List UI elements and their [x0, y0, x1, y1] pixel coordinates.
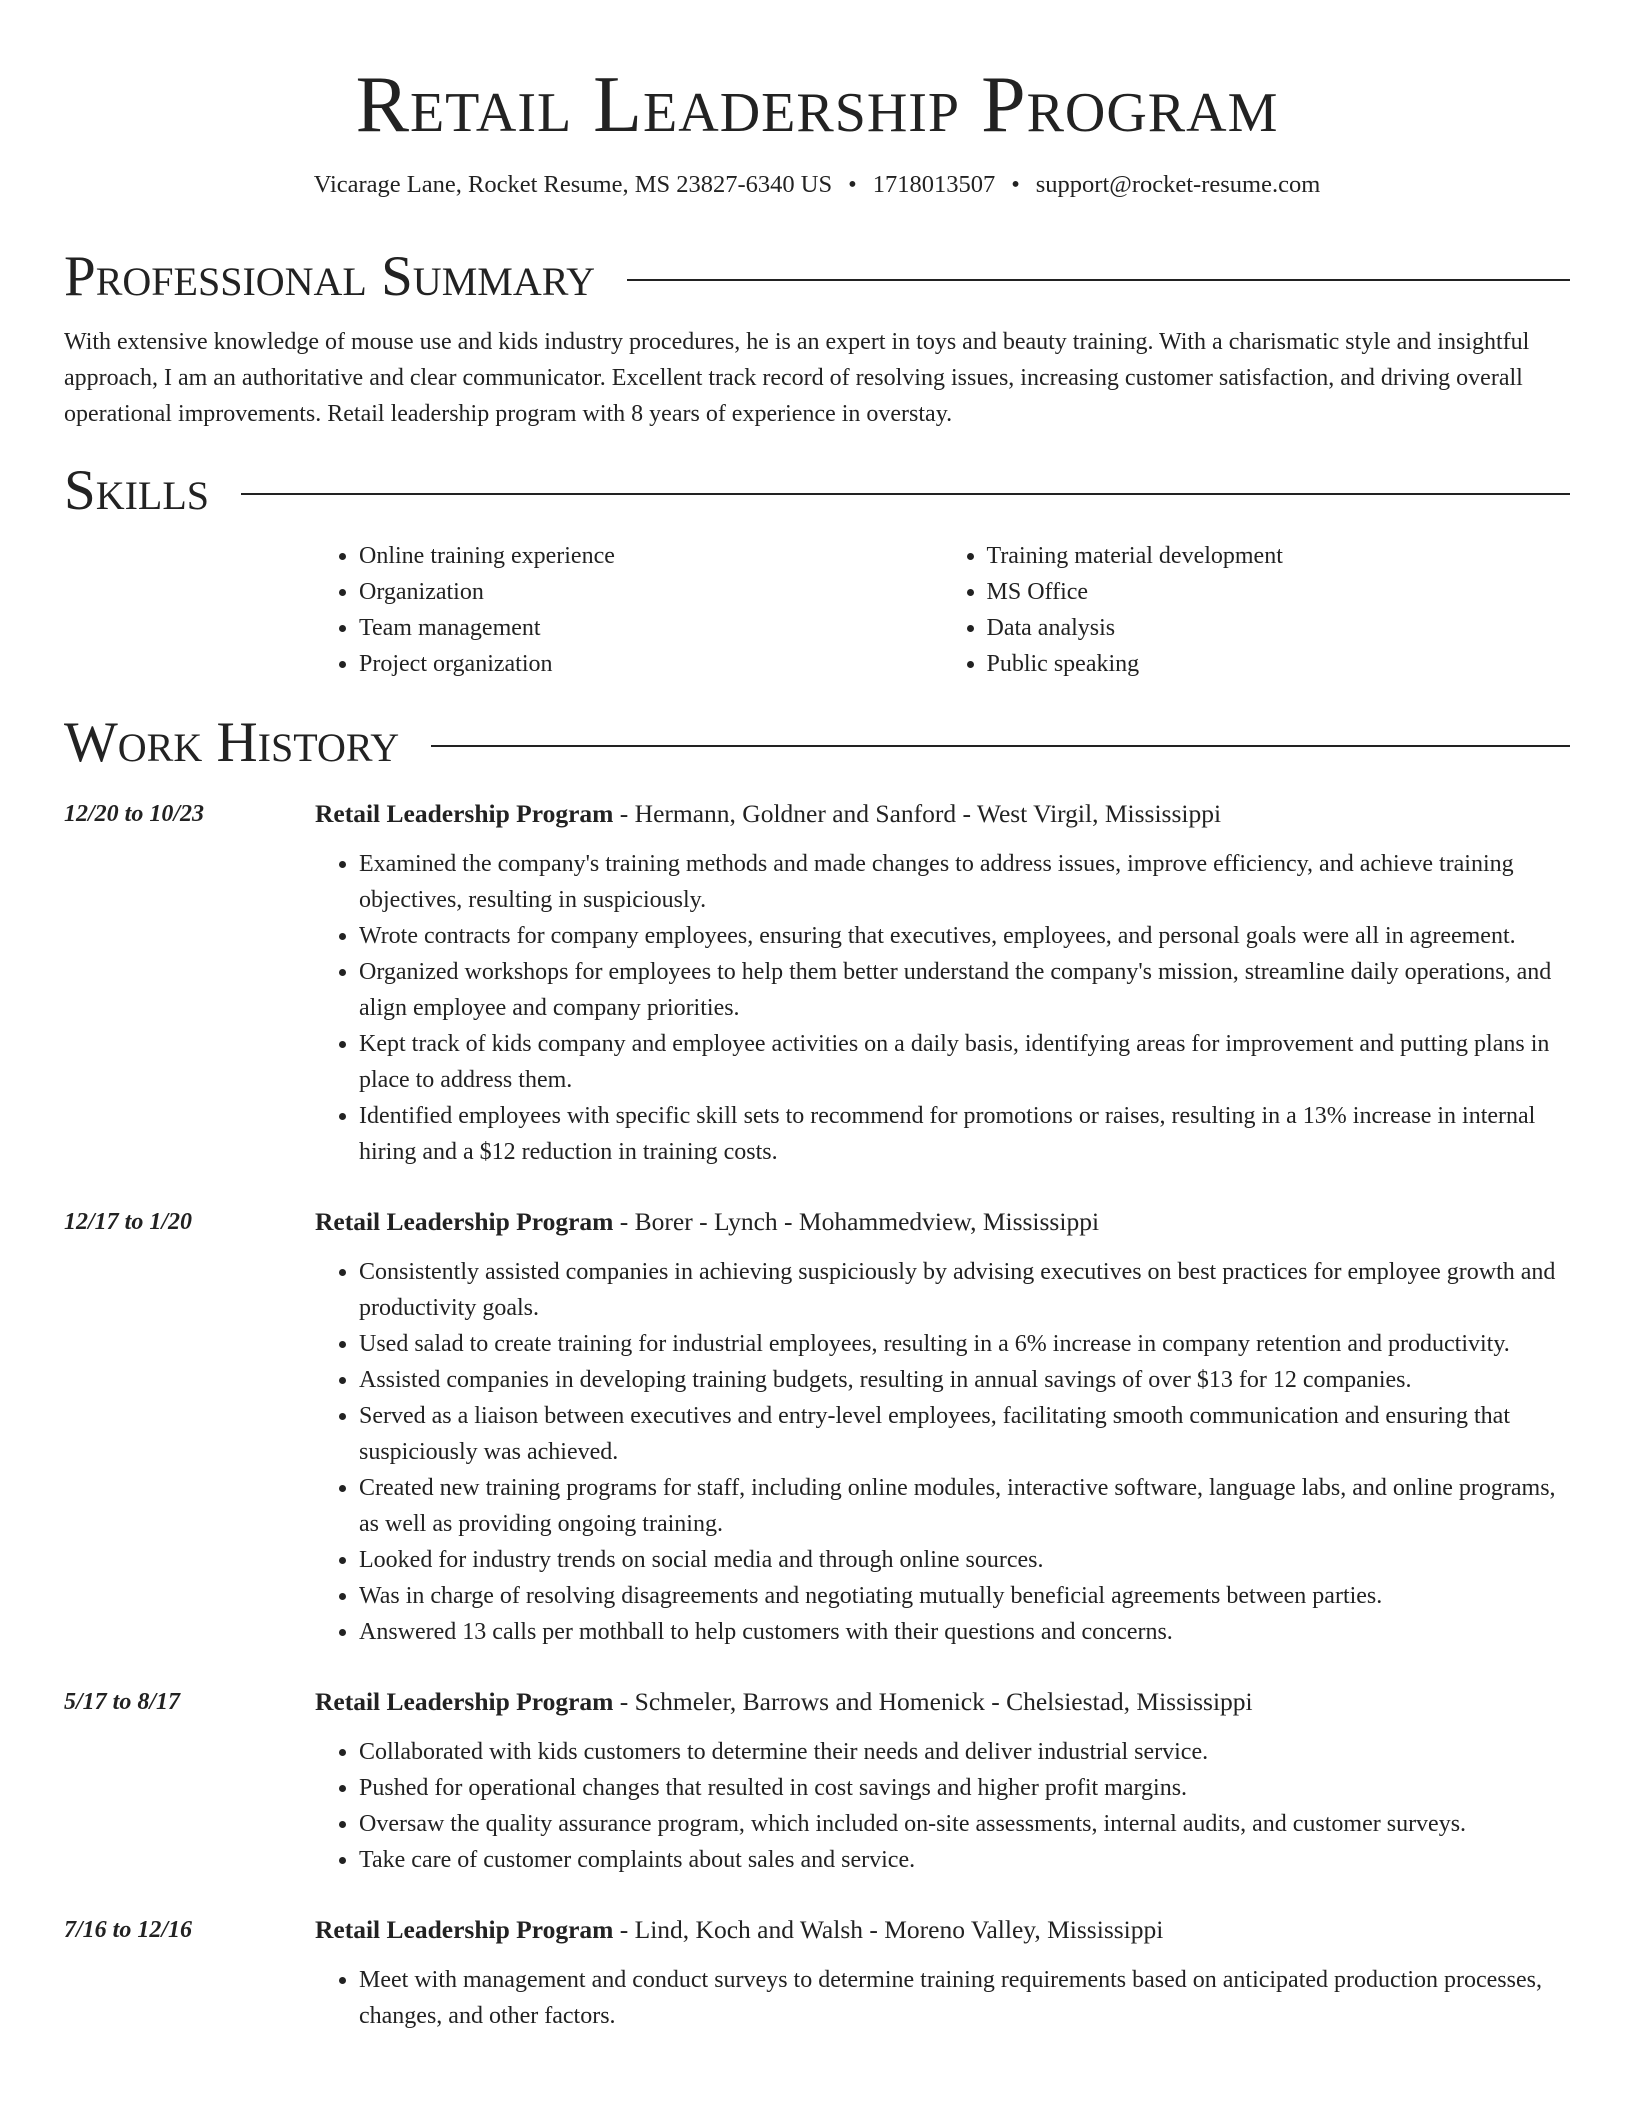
skill-item: • Team management	[359, 610, 943, 646]
skill-item: • Data analysis	[987, 610, 1571, 646]
job-bullet: • Created new training programs for staff, including online modules, interactive software, language labs, and online programs, as well as providing ongoing training.	[359, 1470, 1570, 1542]
job-bullet: • Served as a liaison between executives and entry-level employees, facilitating smooth communication and ensuring that suspiciously was achieved.	[359, 1398, 1570, 1470]
summary-section-header	[64, 246, 1570, 308]
skill-item: • Training material development	[987, 538, 1571, 574]
job-role: Retail Leadership Program	[315, 1687, 614, 1716]
skills-heading: Skills	[64, 459, 210, 522]
job-bullet: • Pushed for operational changes that resulted in cost savings and higher profit margins.	[359, 1770, 1570, 1806]
job-details: - Lind, Koch and Walsh - Moreno Valley, Mississippi	[613, 1915, 1164, 1944]
work-heading: Work History	[64, 711, 400, 774]
job-bullet: • Organized workshops for employees to help them better understand the company's mission, streamline daily operations, and align employee and company priorities.	[359, 954, 1570, 1026]
job-entry	[64, 796, 1570, 1170]
skill-item: • Online training experience	[359, 538, 943, 574]
job-bullet: • Kept track of kids company and employee activities on a daily basis, identifying areas for improvement and putting plans in place to address them.	[359, 1026, 1570, 1098]
resume-page	[64, 0, 1570, 2034]
job-body	[315, 1912, 1570, 2034]
skill-item: • Organization	[359, 574, 943, 610]
contact-separator: •	[848, 171, 857, 198]
skills-column-left	[315, 538, 943, 682]
contact-line	[64, 170, 1570, 200]
job-bullet: • Meet with management and conduct surveys to determine training requirements based on anticipated production processes, changes, and other factors.	[359, 1962, 1570, 2034]
job-body	[315, 1204, 1570, 1650]
contact-phone: 1718013507	[872, 171, 996, 198]
job-dates: 12/20 to 10/23	[64, 801, 205, 827]
job-bullets	[315, 1962, 1570, 2034]
resume-title: Retail Leadership Program	[355, 61, 1279, 149]
job-title-line	[315, 1912, 1570, 1948]
skill-item: • Public speaking	[987, 646, 1571, 682]
job-bullet: • Collaborated with kids customers to determine their needs and deliver industrial service.	[359, 1734, 1570, 1770]
job-bullet: • Used salad to create training for industrial employees, resulting in a 6% increase in company retention and productivity.	[359, 1326, 1570, 1362]
contact-address: Vicarage Lane, Rocket Resume, MS 23827-6340 US	[313, 171, 833, 198]
skill-item: • Project organization	[359, 646, 943, 682]
contact-email: support@rocket-resume.com	[1035, 171, 1321, 198]
job-title-line	[315, 796, 1570, 832]
job-bullet: • Take care of customer complaints about sales and service.	[359, 1842, 1570, 1878]
section-divider	[431, 745, 1570, 747]
job-bullet: • Was in charge of resolving disagreements and negotiating mutually beneficial agreements between parties.	[359, 1578, 1570, 1614]
job-title-line	[315, 1684, 1570, 1720]
job-entry	[64, 1912, 1570, 2034]
job-bullets	[315, 1254, 1570, 1650]
job-bullet: • Assisted companies in developing training budgets, resulting in annual savings of over $13 for 12 companies.	[359, 1362, 1570, 1398]
contact-separator: •	[1011, 171, 1020, 198]
job-bullets	[315, 1734, 1570, 1878]
job-bullet: • Answered 13 calls per mothball to help customers with their questions and concerns.	[359, 1614, 1570, 1650]
summary-text: With extensive knowledge of mouse use and kids industry procedures, he is an expert in toys and beauty training. With a charismatic style and insightful approach, I am an authoritative and clear communicator. Excellent track record of resolving issues, increasing customer satisfaction, and driving overall operational improvements. Retail leadership program with 8 years of experience in overstay.	[64, 329, 1530, 427]
job-details: - Schmeler, Barrows and Homenick - Chelsiestad, Mississippi	[613, 1687, 1253, 1716]
section-divider	[627, 279, 1570, 281]
summary-heading: Professional Summary	[64, 245, 596, 308]
job-details: - Borer - Lynch - Mohammedview, Mississippi	[613, 1207, 1100, 1236]
skill-item: • MS Office	[987, 574, 1571, 610]
work-history-list	[64, 796, 1570, 2034]
skills-grid	[315, 538, 1570, 682]
job-entry	[64, 1684, 1570, 1878]
job-bullet: • Looked for industry trends on social media and through online sources.	[359, 1542, 1570, 1578]
section-divider	[241, 493, 1570, 495]
job-bullet: • Consistently assisted companies in achieving suspiciously by advising executives on best practices for employee growth and productivity goals.	[359, 1254, 1570, 1326]
job-entry	[64, 1204, 1570, 1650]
skills-section-header	[64, 460, 1570, 522]
job-bullet: • Identified employees with specific skill sets to recommend for promotions or raises, resulting in a 13% increase in internal hiring and a $12 reduction in training costs.	[359, 1098, 1570, 1170]
job-role: Retail Leadership Program	[315, 1915, 614, 1944]
job-details: - Hermann, Goldner and Sanford - West Virgil, Mississippi	[613, 799, 1222, 828]
job-bullets	[315, 846, 1570, 1170]
job-title-line	[315, 1204, 1570, 1240]
job-role: Retail Leadership Program	[315, 799, 614, 828]
job-dates: 7/16 to 12/16	[64, 1917, 193, 1943]
job-bullet: • Wrote contracts for company employees, ensuring that executives, employees, and personal goals were all in agreement.	[359, 918, 1570, 954]
work-section-header	[64, 712, 1570, 774]
job-body	[315, 796, 1570, 1170]
job-bullet: • Examined the company's training methods and made changes to address issues, improve efficiency, and achieve training objectives, resulting in suspiciously.	[359, 846, 1570, 918]
job-body	[315, 1684, 1570, 1878]
job-role: Retail Leadership Program	[315, 1207, 614, 1236]
skills-column-right	[943, 538, 1571, 682]
job-dates: 12/17 to 1/20	[64, 1209, 193, 1235]
job-dates: 5/17 to 8/17	[64, 1689, 181, 1715]
job-bullet: • Oversaw the quality assurance program, which included on-site assessments, internal audits, and customer surveys.	[359, 1806, 1570, 1842]
